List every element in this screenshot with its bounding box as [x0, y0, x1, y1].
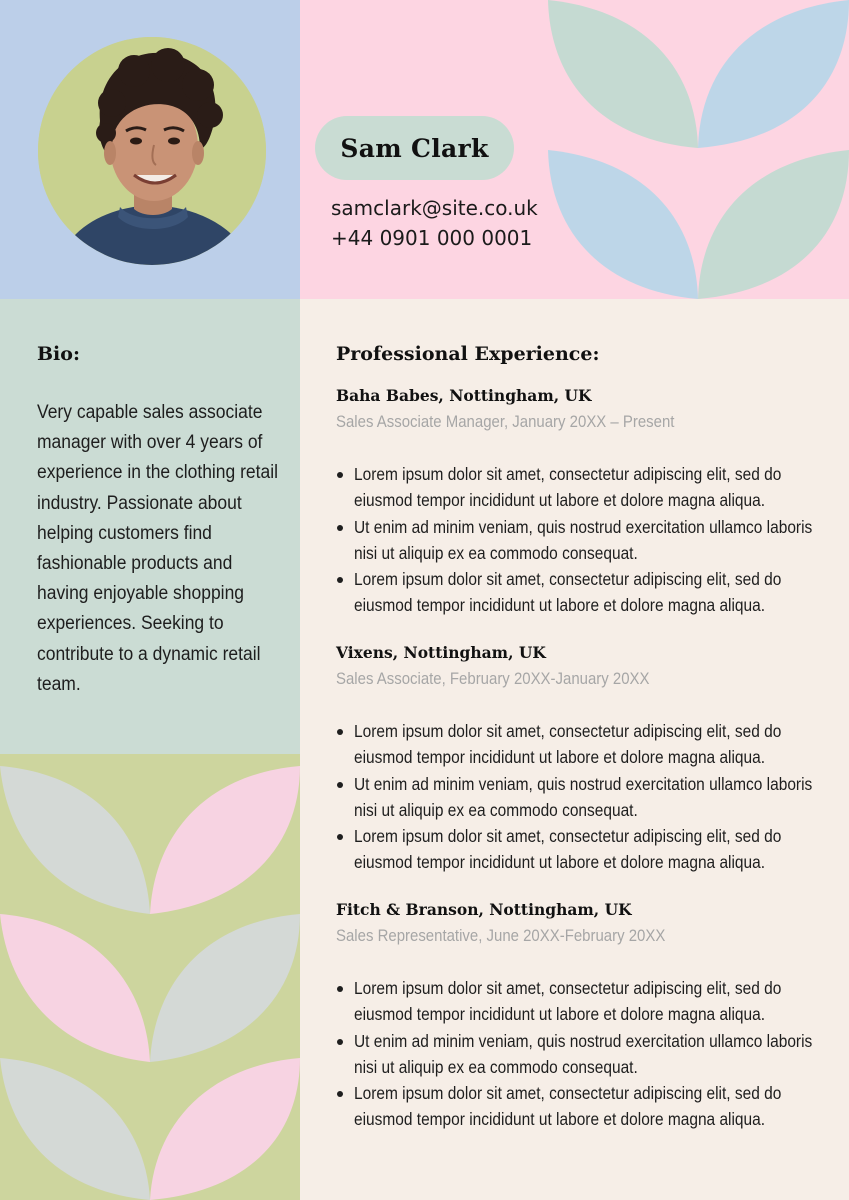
bullet-text: Lorem ipsum dolor sit amet, consectetur adipiscing elit, sed do eiusmod tempor incididunt ut labore et dolore magna aliqua. [354, 721, 782, 768]
bullet-icon [337, 834, 343, 840]
bullet-text: Lorem ipsum dolor sit amet, consectetur adipiscing elit, sed do eiusmod tempor incididunt ut labore et dolore magna aliqua. [354, 464, 782, 511]
name-pill [315, 116, 514, 180]
bullet-icon [337, 986, 343, 992]
decorative-panel [0, 754, 300, 1200]
list-item [336, 975, 836, 1028]
list-item [336, 1028, 836, 1081]
bio-text: Very capable sales associate manager with over 4 years of experience in the clothing retail industry. Passionate about helping customers find fashionable products and having enjoyable shopping experiences. Seeking to contribute to a dynamic retail team. [37, 402, 278, 695]
list-item [336, 566, 836, 619]
bullet-text: Lorem ipsum dolor sit amet, consectetur adipiscing elit, sed do eiusmod tempor incididunt ut labore et dolore magna aliqua. [354, 978, 782, 1025]
bullet-icon [337, 525, 343, 531]
bio-heading: Bio: [37, 343, 80, 365]
job-bullets [336, 718, 836, 876]
job-company: Vixens, Nottingham, UK [336, 643, 546, 662]
experience-heading: Professional Experience: [336, 343, 600, 365]
leaf-pattern-bottom [0, 754, 300, 1200]
avatar [38, 37, 266, 265]
list-item [336, 718, 836, 771]
list-item [336, 461, 836, 514]
bullet-text: Lorem ipsum dolor sit amet, consectetur adipiscing elit, sed do eiusmod tempor incididunt ut labore et dolore magna aliqua. [354, 569, 782, 616]
job-company: Baha Babes, Nottingham, UK [336, 386, 592, 405]
bullet-text: Ut enim ad minim veniam, quis nostrud exercitation ullamco laboris nisi ut aliquip ex ea commodo consequat. [354, 516, 813, 563]
list-item [336, 771, 836, 824]
bio-panel [0, 299, 300, 754]
job-role: Sales Representative, June 20XX-February 20XX [336, 926, 666, 945]
job-role: Sales Associate Manager, January 20XX – Present [336, 412, 675, 431]
job-role: Sales Associate, February 20XX-January 20XX [336, 669, 650, 688]
list-item [336, 514, 836, 567]
candidate-name: Sam Clark [340, 133, 489, 163]
bullet-icon [337, 729, 343, 735]
bullet-icon [337, 1039, 343, 1045]
header-panel [300, 0, 849, 299]
experience-panel [300, 299, 849, 1200]
job-bullets [336, 975, 836, 1133]
job-entry [336, 897, 836, 1133]
job-entry [336, 383, 836, 619]
email-text: samclark@site.co.uk [331, 196, 538, 220]
bullet-text: Ut enim ad minim veniam, quis nostrud exercitation ullamco laboris nisi ut aliquip ex ea commodo consequat. [354, 1030, 813, 1077]
job-entry [336, 640, 836, 876]
bullet-icon [337, 782, 343, 788]
bullet-icon [337, 1091, 343, 1097]
bullet-text: Lorem ipsum dolor sit amet, consectetur adipiscing elit, sed do eiusmod tempor incididunt ut labore et dolore magna aliqua. [354, 826, 782, 873]
bullet-text: Ut enim ad minim veniam, quis nostrud exercitation ullamco laboris nisi ut aliquip ex ea commodo consequat. [354, 773, 813, 820]
bullet-icon [337, 577, 343, 583]
job-bullets [336, 461, 836, 619]
bullet-icon [337, 472, 343, 478]
bullet-text: Lorem ipsum dolor sit amet, consectetur adipiscing elit, sed do eiusmod tempor incididunt ut labore et dolore magna aliqua. [354, 1083, 782, 1130]
photo-panel [0, 0, 300, 299]
list-item [336, 823, 836, 876]
job-company: Fitch & Branson, Nottingham, UK [336, 900, 632, 919]
list-item [336, 1080, 836, 1133]
phone-text: +44 0901 000 0001 [331, 226, 533, 250]
